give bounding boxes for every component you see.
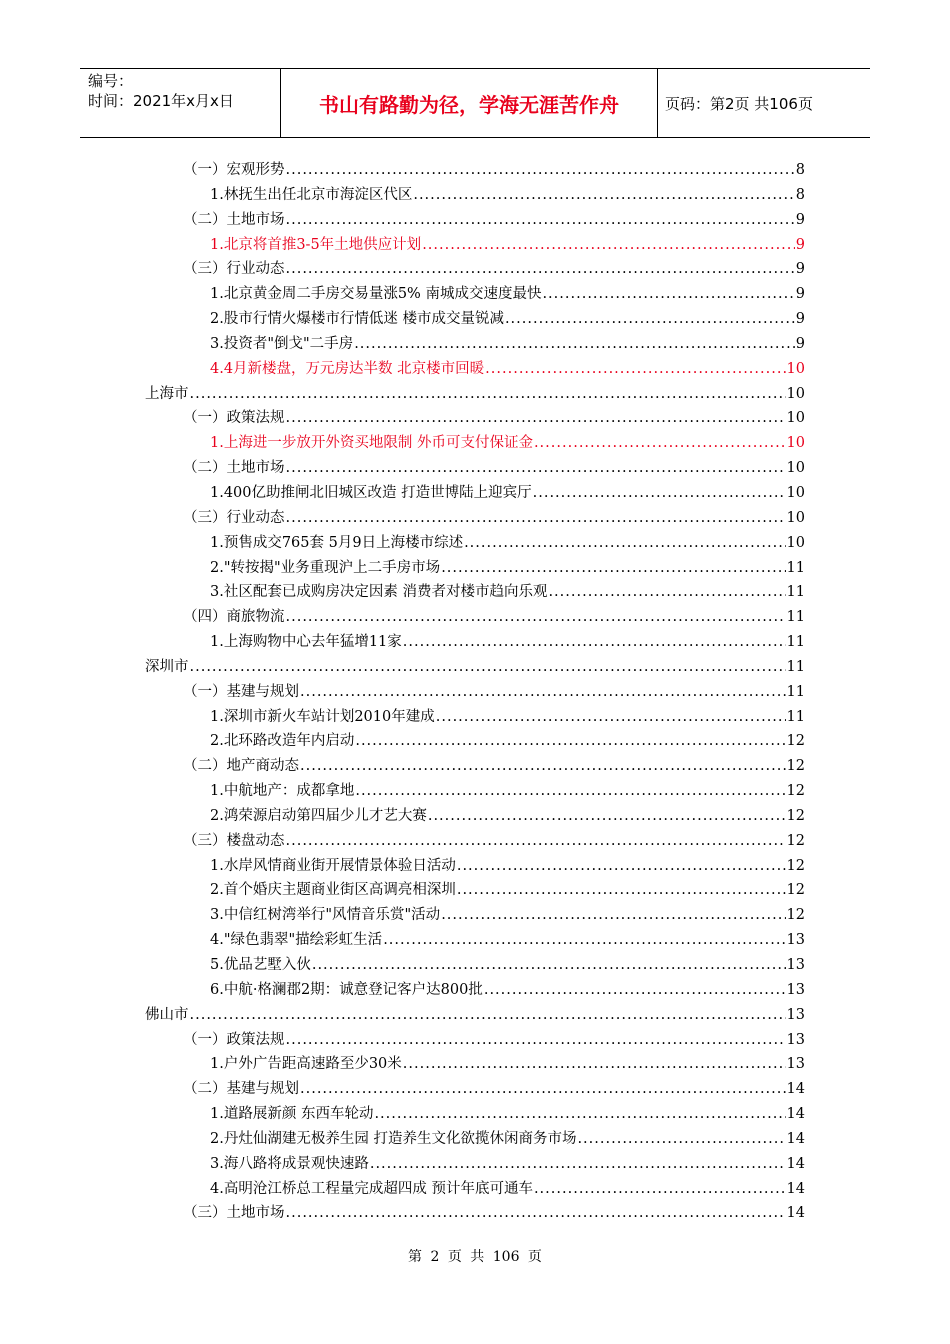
toc-entry[interactable] [145, 729, 805, 754]
toc-entry[interactable] [145, 282, 805, 307]
toc-entry-title: 2.首个婚庆主题商业街区高调亮相深圳 [210, 882, 456, 899]
toc-entry-page: 11 [786, 683, 805, 700]
toc-entry-page: 11 [786, 658, 805, 675]
toc-entry-title: 1.林抚生出任北京市海淀区代区 [210, 186, 413, 203]
toc-dot-leader [300, 684, 786, 700]
toc-entry-title: 1.400亿助推闸北旧城区改造 打造世博陆上迎宾厅 [210, 484, 532, 501]
toc-entry-page: 13 [786, 1031, 805, 1048]
toc-entry-page: 9 [795, 236, 805, 253]
toc-entry-title: 5.优品艺墅入伙 [210, 957, 311, 973]
toc-entry[interactable] [145, 829, 805, 854]
toc-entry-page: 14 [786, 1205, 805, 1222]
toc-entry[interactable] [145, 903, 805, 928]
toc-entry[interactable] [145, 928, 805, 953]
toc-entry-title: 深圳市 [145, 658, 189, 675]
toc-entry-page: 10 [786, 509, 805, 526]
toc-dot-leader [190, 1007, 786, 1023]
toc-entry[interactable] [145, 705, 805, 730]
toc-entry[interactable] [145, 531, 805, 556]
toc-entry-title: 上海市 [145, 385, 189, 402]
toc-entry-title: （三）楼盘动态 [183, 832, 285, 849]
toc-entry-page: 11 [786, 584, 805, 601]
toc-entry[interactable] [145, 481, 805, 506]
toc-dot-leader [542, 286, 794, 302]
toc-entry-page: 11 [786, 708, 805, 725]
toc-dot-leader [548, 584, 785, 600]
toc-entry-title: （一）宏观形势 [183, 162, 285, 178]
toc-dot-leader [286, 261, 795, 277]
toc-entry[interactable] [145, 779, 805, 804]
toc-dot-leader [286, 510, 786, 526]
toc-dot-leader [300, 1081, 786, 1097]
toc-entry-page: 9 [795, 286, 805, 303]
toc-entry-page: 12 [786, 832, 805, 849]
toc-entry-page: 10 [786, 484, 805, 501]
document-time-label: 时间：2021年x月x日 [88, 92, 234, 110]
toc-entry-title: 2.鸿荣源启动第四届少儿才艺大赛 [210, 807, 427, 824]
toc-entry[interactable] [145, 978, 805, 1003]
toc-dot-leader [312, 957, 786, 973]
toc-entry-page: 9 [795, 311, 805, 328]
toc-dot-leader [286, 1205, 786, 1221]
toc-entry[interactable] [145, 878, 805, 903]
toc-entry-page: 11 [786, 559, 805, 576]
toc-dot-leader [484, 982, 786, 998]
toc-dot-leader [286, 410, 786, 426]
toc-dot-leader [457, 882, 786, 898]
toc-entry-title: 3.海八路将成景观快速路 [210, 1155, 369, 1172]
toc-dot-leader [286, 1032, 786, 1048]
toc-entry-title: 1.北京黄金周二手房交易量涨5% 南城成交速度最快 [210, 286, 542, 303]
toc-entry-page: 13 [786, 981, 805, 998]
toc-dot-leader [190, 659, 786, 675]
toc-entry-title: （四）商旅物流 [183, 609, 285, 626]
toc-entry-page: 12 [786, 907, 805, 924]
toc-entry-title: 2.丹灶仙湖建无极养生园 打造养生文化欲揽休闲商务市场 [210, 1130, 577, 1147]
toc-entry[interactable] [145, 680, 805, 705]
toc-entry-title: 1.北京将首推3-5年土地供应计划 [210, 236, 422, 253]
toc-entry[interactable] [145, 854, 805, 879]
document-number-label: 编号： [88, 72, 134, 90]
toc-entry-page: 14 [786, 1180, 805, 1197]
toc-entry-page: 13 [786, 932, 805, 949]
toc-entry-title: （二）基建与规划 [183, 1081, 299, 1098]
toc-entry-page: 11 [786, 634, 805, 651]
toc-entry-title: 4.4月新楼盘，万元房达半数 北京楼市回暖 [210, 360, 485, 377]
toc-dot-leader [534, 1181, 786, 1197]
header-motto: 书山有路勤为径，学海无涯苦作舟 [280, 69, 658, 137]
toc-entry-page: 10 [786, 435, 805, 452]
toc-entry-page: 10 [786, 360, 805, 377]
toc-dot-leader [286, 212, 795, 228]
toc-entry-title: 2.股市行情火爆楼市行情低迷 楼市成交量锐减 [210, 311, 504, 328]
toc-entry[interactable] [145, 580, 805, 605]
toc-entry-page: 14 [786, 1155, 805, 1172]
toc-entry-title: 6.中航·格澜郡2期：诚意登记客户达800批 [210, 981, 483, 998]
toc-entry-title: 3.社区配套已成购房决定因素 消费者对楼市趋向乐观 [210, 584, 548, 601]
toc-dot-leader [441, 560, 785, 576]
toc-entry[interactable] [145, 605, 805, 630]
toc-entry-page: 10 [786, 534, 805, 551]
toc-entry-page: 12 [786, 882, 805, 899]
toc-entry[interactable] [145, 382, 805, 407]
toc-entry[interactable] [145, 158, 805, 183]
toc-entry-page: 14 [786, 1130, 805, 1147]
toc-entry-page: 12 [786, 758, 805, 775]
toc-entry-page: 12 [786, 807, 805, 824]
toc-entry-page: 13 [786, 957, 805, 973]
toc-entry-title: （一）政策法规 [183, 410, 285, 427]
toc-entry-page: 11 [786, 609, 805, 626]
header-meta [80, 69, 280, 137]
toc-entry[interactable] [145, 1127, 805, 1152]
toc-entry-title: （二）地产商动态 [183, 758, 299, 775]
toc-entry-title: 1.中航地产：成都拿地 [210, 783, 355, 800]
toc-entry-page: 9 [795, 261, 805, 278]
page-footer: 第 2 页 共 106 页 [408, 1249, 542, 1265]
toc-dot-leader [355, 783, 785, 799]
toc-entry-title: 1.上海购物中心去年猛增11家 [210, 634, 402, 651]
toc-entry-title: 3.中信红树湾举行"风情音乐赏"活动 [210, 907, 441, 924]
toc-entry-page: 13 [786, 1056, 805, 1073]
toc-dot-leader [286, 609, 786, 625]
toc-entry-title: 1.深圳市新火车站计划2010年建成 [210, 708, 435, 725]
toc-entry-page: 13 [786, 1006, 805, 1023]
toc-entry[interactable] [145, 233, 805, 258]
toc-entry[interactable] [145, 1052, 805, 1077]
toc-entry-title: 3.投资者"倒戈"二手房 [210, 335, 354, 352]
toc-entry[interactable] [145, 1201, 805, 1226]
toc-dot-leader [413, 187, 794, 203]
toc-dot-leader [505, 311, 795, 327]
toc-entry-title: （一）基建与规划 [183, 683, 299, 700]
toc-entry[interactable] [145, 655, 805, 680]
toc-dot-leader [441, 907, 785, 923]
toc-entry-title: 1.预售成交765套 5月9日上海楼市综述 [210, 534, 464, 551]
toc-dot-leader [286, 162, 795, 178]
toc-entry-page: 10 [786, 460, 805, 477]
toc-dot-leader [286, 833, 786, 849]
page-header [80, 68, 870, 138]
toc-entry-title: 佛山市 [145, 1006, 189, 1023]
toc-dot-leader [428, 808, 786, 824]
toc-entry[interactable] [145, 506, 805, 531]
toc-dot-leader [464, 535, 785, 551]
toc-entry-title: 1.上海进一步放开外资买地限制 外币可支付保证金 [210, 435, 533, 452]
toc-entry[interactable] [145, 953, 805, 978]
toc-entry-title: （二）土地市场 [183, 211, 285, 228]
toc-dot-leader [533, 485, 786, 501]
toc-entry[interactable] [145, 257, 805, 282]
toc-entry[interactable] [145, 357, 805, 382]
toc-entry-page: 10 [786, 410, 805, 427]
toc-entry-title: 1.道路展新颜 东西车轮动 [210, 1106, 374, 1123]
toc-entry-title: （三）行业动态 [183, 509, 285, 526]
toc-dot-leader [286, 460, 786, 476]
toc-dot-leader [370, 1156, 786, 1172]
toc-dot-leader [300, 758, 786, 774]
toc-entry-page: 14 [786, 1106, 805, 1123]
toc-entry[interactable] [145, 1003, 805, 1028]
toc-dot-leader [457, 858, 786, 874]
toc-dot-leader [577, 1131, 785, 1147]
toc-entry[interactable] [145, 1177, 805, 1202]
toc-entry[interactable] [145, 1077, 805, 1102]
toc-dot-leader [355, 733, 785, 749]
toc-entry-page: 12 [786, 857, 805, 874]
toc-entry-page: 8 [795, 162, 805, 178]
toc-entry-page: 8 [795, 186, 805, 203]
toc-dot-leader [190, 386, 786, 402]
toc-dot-leader [485, 361, 785, 377]
toc-entry-page: 14 [786, 1081, 805, 1098]
toc-dot-leader [383, 932, 785, 948]
toc-entry-title: 4.高明沧江桥总工程量完成超四成 预计年底可通车 [210, 1180, 533, 1197]
toc-entry[interactable] [145, 332, 805, 357]
toc-dot-leader [354, 336, 795, 352]
toc-entry-page: 9 [795, 211, 805, 228]
toc-entry[interactable] [145, 804, 805, 829]
toc-dot-leader [422, 237, 795, 253]
toc-entry-title: 1.户外广告距高速路至少30米 [210, 1056, 402, 1073]
toc-entry[interactable] [145, 431, 805, 456]
toc-entry[interactable] [145, 556, 805, 581]
toc-dot-leader [403, 634, 786, 650]
toc-entry-title: 1.水岸风情商业街开展情景体验日活动 [210, 857, 456, 874]
toc-entry[interactable] [145, 208, 805, 233]
toc-entry[interactable] [145, 406, 805, 431]
toc-entry[interactable] [145, 754, 805, 779]
toc-entry-page: 9 [795, 335, 805, 352]
toc-entry[interactable] [145, 1028, 805, 1053]
toc-dot-leader [374, 1106, 785, 1122]
toc-entry-title: 2."转按揭"业务重现沪上二手房市场 [210, 559, 441, 576]
toc-entry[interactable] [145, 1102, 805, 1127]
header-page-info: 页码：第2页 共106页 [665, 94, 813, 113]
table-of-contents [145, 158, 805, 1226]
toc-entry-title: 2.北环路改造年内启动 [210, 733, 355, 750]
toc-dot-leader [534, 435, 786, 451]
toc-entry-title: 4."绿色翡翠"描绘彩虹生活 [210, 932, 383, 949]
toc-entry[interactable] [145, 1152, 805, 1177]
toc-dot-leader [403, 1056, 786, 1072]
toc-entry-title: （三）土地市场 [183, 1205, 285, 1222]
toc-entry[interactable] [145, 307, 805, 332]
toc-entry[interactable] [145, 456, 805, 481]
toc-entry-page: 12 [786, 733, 805, 750]
toc-dot-leader [436, 709, 786, 725]
toc-entry-title: （三）行业动态 [183, 261, 285, 278]
toc-entry[interactable] [145, 630, 805, 655]
toc-entry-page: 10 [786, 385, 805, 402]
toc-entry[interactable] [145, 183, 805, 208]
toc-entry-title: （二）土地市场 [183, 460, 285, 477]
toc-entry-title: （一）政策法规 [183, 1031, 285, 1048]
toc-entry-page: 12 [786, 783, 805, 800]
